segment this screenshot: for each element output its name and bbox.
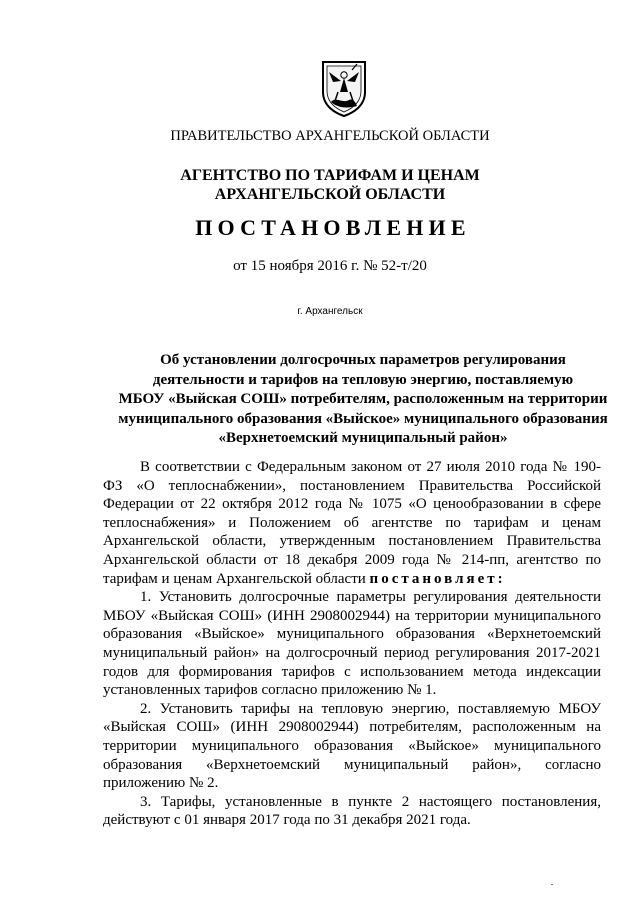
preamble-paragraph (103, 458, 601, 588)
government-name: ПРАВИТЕЛЬСТВО АРХАНГЕЛЬСКОЙ ОБЛАСТИ (170, 128, 490, 144)
agency-name-line-1: АГЕНТСТВО ПО ТАРИФАМ И ЦЕНАМ (180, 167, 480, 184)
subject-line: деятельности и тарифов на тепловую энергию, поставляемую (152, 371, 574, 388)
agency-name-line-2: АРХАНГЕЛЬСКОЙ ОБЛАСТИ (214, 186, 446, 203)
item-3-paragraph: 3. Тарифы, установленные в пункте 2 настоящего постановления, действуют с 01 января 2017 года по 31 декабря 2021 года. (103, 793, 601, 829)
decrees-word: постановляет: (369, 570, 506, 587)
decree-title: ПОСТАНОВЛЕНИЕ (195, 215, 471, 240)
subject-line: муниципального образования «Выйское» муниципального образования (118, 410, 608, 427)
item-1-paragraph: 1. Установить долгосрочные параметры регулирования деятельности МБОУ «Выйская СОШ» (ИНН 2908002944) на территории муниципального образования «Выйское» муниципального образования «Верхнетоемский муниципальный район» на долгосрочный период регулирования 2017-2021 годов для формирования тарифов с использованием метода индексации установленных тарифов согласно приложению № 1. (103, 589, 601, 699)
subject-line: МБОУ «Выйская СОШ» потребителям, расположенным на территории (118, 391, 608, 407)
subject-line: «Верхнетоемский муниципальный район» (218, 430, 508, 446)
decree-date: от 15 ноября 2016 г. № 52-т/20 (233, 258, 427, 274)
decree-body (103, 458, 601, 830)
preamble-text: В соответствии с Федеральным законом от 27 июля 2010 года № 190-ФЗ «О теплоснабжении», постановлением Правительства Российской Федерации от 22 октября 2012 года № 1075 «О ценообразовании в сфере теплоснабжения» и Положением об агентстве по тарифам и ценам Архангельской области, утвержденным постановлением Правительства Архангельской области от 18 декабря 2009 года № 214-пп, агентство по тарифам и ценам Архангельской области (103, 459, 601, 587)
subject-line: Об установлении долгосрочных параметров регулирования (160, 352, 566, 368)
agency-name (10, 166, 640, 204)
decree-subject (118, 351, 608, 449)
scan-speck (551, 884, 553, 885)
city-name: г. Архангельск (297, 306, 363, 317)
coat-of-arms-icon (319, 58, 369, 118)
item-2-paragraph: 2. Установить тарифы на тепловую энергию, поставляемую МБОУ «Выйская СОШ» (ИНН 2908002944) потребителям, расположенным на территории муниципального образования «Выйское» муниципального образования «Верхнетоемский муниципальный район», согласно приложению № 2. (103, 700, 601, 792)
